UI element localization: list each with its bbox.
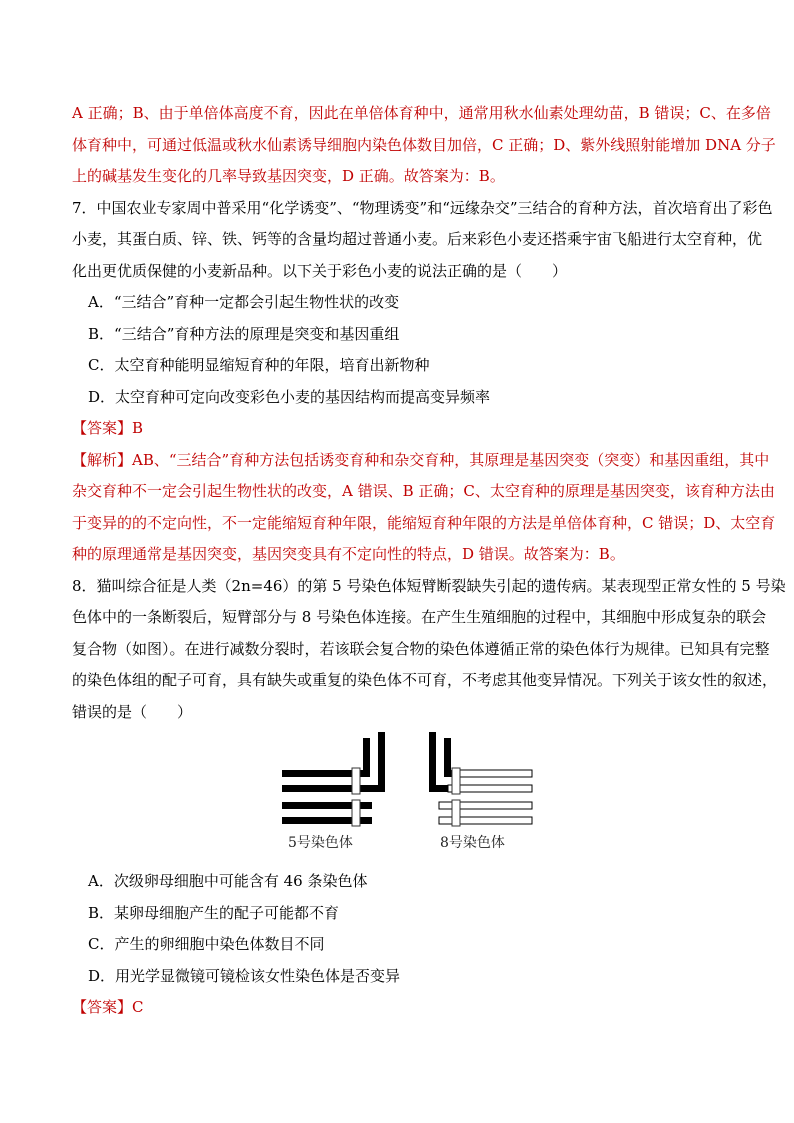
question-8-stem-line: 复合物（如图）。在进行减数分裂时，若该联会复合物的染色体遵循正常的染色体行为规律。已知具有完整 [72, 639, 770, 658]
question-8-stem-line: 色体中的一条断裂后，短臂部分与 8 号染色体连接。在产生生殖细胞的过程中，其细胞中形成复杂的联会 [72, 608, 767, 626]
previous-answer-line: 体育种中，可通过低温或秋水仙素诱导细胞内染色体数目加倍，C 正确；D、紫外线照射能增加 DNA 分子 [72, 135, 776, 154]
chromosome-8-segment [456, 770, 532, 777]
chromosome-diagram [282, 732, 534, 836]
question-8-option-a: A．次级卵母细胞中可能含有 46 条染色体 [88, 872, 368, 890]
previous-answer-block [72, 98, 776, 193]
chromosome-figure [282, 732, 534, 854]
centromere [352, 800, 360, 826]
figure-label-chromosome-5: 5号染色体 [288, 835, 353, 851]
question-7-option-b: B．“三结合”育种方法的原理是突变和基因重组 [88, 324, 400, 343]
document-page [72, 98, 786, 728]
figure-label-chromosome-8: 8号染色体 [440, 835, 505, 851]
chromosome-5-group [282, 732, 385, 826]
question-8-stem-line: 8．猫叫综合征是人类（2n=46）的第 5 号染色体短臂断裂缺失引起的遗传病。某表现型正常女性的 5 号染 [72, 576, 786, 595]
question-7-option-d: D．太空育种可定向改变彩色小麦的基因结构而提高变异频率 [88, 387, 491, 406]
question-8-option-c: C．产生的卵细胞中染色体数目不同 [88, 935, 325, 953]
question-7-stem-line: 小麦，其蛋白质、锌、铁、钙等的含量均超过普通小麦。后来彩色小麦还搭乘宇宙飞船进行太空育种，优 [72, 230, 763, 248]
question-7-stem-line: 7．中国农业专家周中普采用“化学诱变”、“物理诱变”和“远缘杂交”三结合的育种方法，首次培育出了彩色 [72, 198, 773, 217]
question-7-stem-line: 化出更优质保健的小麦新品种。以下关于彩色小麦的说法正确的是（ ） [72, 261, 568, 280]
question-7-option-a: A．“三结合”育种一定都会引起生物性状的改变 [88, 293, 400, 311]
chromosome-5-segment [363, 738, 370, 777]
centromere [352, 768, 360, 794]
answer-tag: 【答案】 [72, 998, 133, 1016]
question-8-stem-line: 错误的是（ ） [72, 702, 193, 721]
question-8 [72, 571, 786, 729]
question-7-analysis-line: 种的原理通常是基因突变，基因突变具有不定向性的特点，D 错误。故答案为：B。 [72, 545, 625, 563]
chromosome-8-segment [429, 785, 449, 792]
chromosome-8-segment [429, 732, 436, 792]
question-7-answer [72, 413, 724, 445]
question-7-analysis-line: 于变异的的不定向性，不一定能缩短育种年限，能缩短育种年限的方法是单倍体育种，C 错误；D、太空育 [72, 513, 776, 532]
previous-answer-line: A 正确；B、由于单倍体高度不育，因此在单倍体育种中，通常用秋水仙素处理幼苗，B 错误；C、在多倍 [72, 104, 771, 122]
question-7 [72, 193, 776, 571]
question-8-stem-line: 的染色体组的配子可育，具有缺失或重复的染色体不可育，不考虑其他变异情况。下列关于该女性的叙述， [72, 671, 778, 689]
chromosome-5-segment [282, 785, 385, 792]
question-7-analysis-line: 杂交育种不一定会引起生物性状的改变，A 错误、B 正确；C、太空育种的原理是基因突变，该育种方法由 [72, 482, 775, 500]
question-7-option-c: C．太空育种能明显缩短育种的年限，培育出新物种 [88, 356, 430, 374]
question-8-options [72, 866, 724, 1024]
question-8-answer [72, 992, 724, 1024]
previous-answer-line: 上的碱基发生变化的几率导致基因突变，D 正确。故答案为：B。 [72, 167, 505, 185]
question-8-option-d: D．用光学显微镜可镜检该女性染色体是否变异 [88, 966, 401, 985]
centromere [452, 768, 460, 794]
answer-tag: 【答案】 [72, 419, 133, 437]
question-8-option-b: B．某卵母细胞产生的配子可能都不育 [88, 903, 340, 922]
chromosome-8-segment [448, 785, 532, 792]
chromosome-5-segment [378, 732, 385, 792]
answer-value: C [132, 998, 144, 1016]
chromosome-8-group [429, 732, 532, 826]
centromere [452, 800, 460, 826]
question-7-analysis-line [72, 445, 770, 477]
answer-value: B [132, 419, 144, 437]
analysis-text: AB、“三结合”育种方法包括诱变育种和杂交育种，其原理是基因突变（突变）和基因重组，其中 [132, 450, 770, 469]
analysis-tag: 【解析】 [72, 450, 133, 469]
